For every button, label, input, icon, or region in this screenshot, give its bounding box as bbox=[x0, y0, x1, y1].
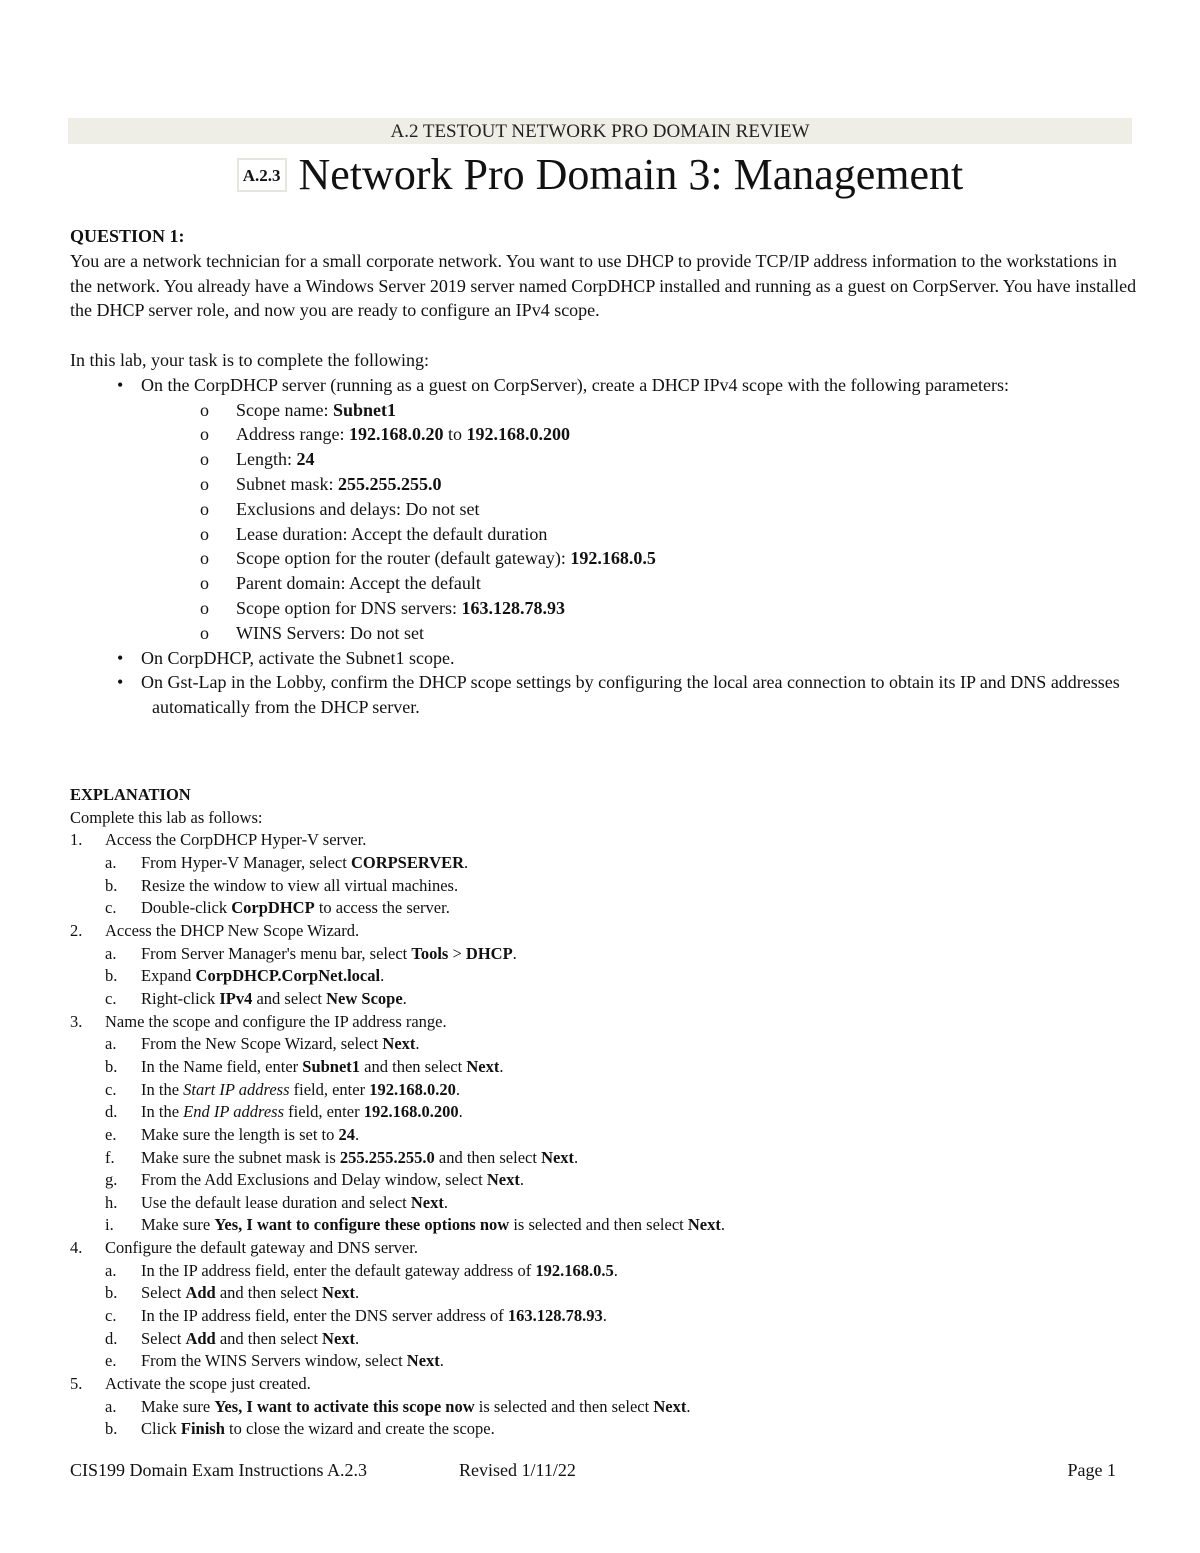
text-run: Scope name: bbox=[236, 399, 333, 420]
text-run: > bbox=[448, 943, 466, 963]
text-run: . bbox=[458, 1102, 463, 1122]
text-run: . bbox=[355, 1124, 360, 1144]
substep-letter: a. bbox=[105, 852, 117, 872]
text-run: . bbox=[512, 943, 517, 963]
footer-page-number: Page 1 bbox=[1067, 1460, 1116, 1480]
substep-letter: a. bbox=[105, 1396, 117, 1416]
text-run: Make sure bbox=[141, 1396, 215, 1416]
step-list bbox=[70, 829, 1140, 1441]
step bbox=[70, 829, 1140, 852]
text-run: Use the default lease duration and select bbox=[141, 1192, 411, 1212]
substep-letter: c. bbox=[105, 898, 117, 918]
text-run: 255.255.255.0 bbox=[339, 1147, 435, 1167]
text-run: . bbox=[455, 1079, 460, 1099]
step-text: Configure the default gateway and DNS server. bbox=[105, 1238, 418, 1258]
text-run: Add bbox=[185, 1328, 216, 1348]
footer-revised: Revised 1/11/22 bbox=[459, 1460, 576, 1480]
text-run: In the IP address field, enter the default gateway address of bbox=[141, 1260, 536, 1280]
substep-letter: c. bbox=[105, 988, 117, 1008]
scope-parameter bbox=[70, 546, 1140, 571]
text-run: field, enter bbox=[289, 1079, 370, 1099]
page-title bbox=[0, 148, 1200, 202]
substep bbox=[70, 1305, 1140, 1328]
text-run: 163.128.78.93 bbox=[507, 1306, 603, 1326]
text-run: Subnet mask: bbox=[236, 473, 338, 494]
text-run: . bbox=[415, 1034, 420, 1054]
task-bullet: • On CorpDHCP, activate the Subnet1 scope. bbox=[70, 646, 1140, 671]
text-run: . bbox=[402, 988, 407, 1008]
substep-letter: b. bbox=[105, 966, 118, 986]
substep bbox=[70, 852, 1140, 875]
text-run: CorpDHCP bbox=[231, 898, 315, 918]
substep bbox=[70, 1214, 1140, 1237]
step-text: Access the DHCP New Scope Wizard. bbox=[105, 920, 360, 940]
text-run: Parent domain: Accept the default bbox=[236, 573, 481, 594]
text-run: 192.168.0.5 bbox=[535, 1260, 614, 1280]
task-list bbox=[70, 373, 1140, 720]
text-run: From Hyper-V Manager, select bbox=[141, 852, 351, 872]
text-run: CorpDHCP.CorpNet.local bbox=[195, 966, 381, 986]
substep bbox=[70, 1147, 1140, 1170]
substep-letter: h. bbox=[105, 1192, 118, 1212]
text-run: In the bbox=[141, 1079, 184, 1099]
text-run: In the Name field, enter bbox=[141, 1056, 303, 1076]
text-run: 192.168.0.5 bbox=[570, 548, 656, 569]
substep-letter: g. bbox=[105, 1170, 118, 1190]
substep bbox=[70, 943, 1140, 966]
substep-letter: c. bbox=[105, 1079, 117, 1099]
text-run: Next bbox=[322, 1283, 356, 1303]
step bbox=[70, 920, 1140, 943]
step-number: 3. bbox=[70, 1011, 83, 1031]
substep bbox=[70, 1079, 1140, 1102]
substep-letter: b. bbox=[105, 1056, 118, 1076]
step-number: 2. bbox=[70, 920, 83, 940]
text-run: End IP address bbox=[183, 1102, 284, 1122]
step-number: 4. bbox=[70, 1238, 83, 1258]
text-run: From the Add Exclusions and Delay window, select bbox=[141, 1170, 487, 1190]
text-run: In the bbox=[141, 1102, 184, 1122]
scope-parameter bbox=[70, 497, 1140, 522]
text-run: to bbox=[443, 424, 467, 445]
substep-letter: i. bbox=[105, 1215, 114, 1235]
substep-letter: a. bbox=[105, 1260, 117, 1280]
substep bbox=[70, 1350, 1140, 1373]
text-run: In the IP address field, enter the DNS server address of bbox=[141, 1306, 508, 1326]
step-text: Access the CorpDHCP Hyper-V server. bbox=[105, 830, 367, 850]
substep bbox=[70, 1033, 1140, 1056]
section-number: A.2.3 bbox=[237, 158, 287, 192]
explanation-intro: Complete this lab as follows: bbox=[70, 807, 263, 827]
text-run: Next bbox=[687, 1215, 721, 1235]
text-run: . bbox=[499, 1056, 504, 1076]
task-bullet: • On the CorpDHCP server (running as a guest on CorpServer), create a DHCP IPv4 scope with the following parameters: bbox=[70, 373, 1140, 398]
text-run: DHCP bbox=[465, 943, 513, 963]
text-run: 24 bbox=[338, 1124, 356, 1144]
text-run: Next bbox=[466, 1056, 500, 1076]
text-run: Next bbox=[541, 1147, 575, 1167]
text-run: Make sure the subnet mask is bbox=[141, 1147, 340, 1167]
substep bbox=[70, 1169, 1140, 1192]
text-run: New Scope bbox=[326, 988, 403, 1008]
text-run: Length: bbox=[236, 449, 297, 470]
substep bbox=[70, 897, 1140, 920]
step-text: Activate the scope just created. bbox=[105, 1374, 311, 1394]
substep bbox=[70, 1260, 1140, 1283]
scope-parameter bbox=[70, 596, 1140, 621]
text-run: Next bbox=[322, 1328, 356, 1348]
step-text: Name the scope and configure the IP address range. bbox=[105, 1011, 447, 1031]
text-run: field, enter bbox=[284, 1102, 364, 1122]
text-run: . bbox=[439, 1351, 444, 1371]
text-run: 192.168.0.200 bbox=[363, 1102, 459, 1122]
explanation-heading: EXPLANATION bbox=[70, 785, 191, 804]
text-run: . bbox=[602, 1306, 607, 1326]
text-run: CORPSERVER bbox=[350, 852, 465, 872]
text-run: Yes, I want to activate this scope now bbox=[214, 1396, 475, 1416]
text-run: From the New Scope Wizard, select bbox=[141, 1034, 383, 1054]
section-header: A.2 TESTOUT NETWORK PRO DOMAIN REVIEW bbox=[68, 118, 1132, 144]
text-run: Next bbox=[382, 1034, 416, 1054]
scope-parameter bbox=[70, 621, 1140, 646]
text-run: Click bbox=[141, 1419, 181, 1439]
text-run: Next bbox=[410, 1192, 444, 1212]
text-run: is selected and then select bbox=[509, 1215, 688, 1235]
substep bbox=[70, 875, 1140, 898]
text-run: Double-click bbox=[141, 898, 232, 918]
substep bbox=[70, 988, 1140, 1011]
substep-letter: d. bbox=[105, 1328, 118, 1348]
text-run: From the WINS Servers window, select bbox=[141, 1351, 407, 1371]
text-run: Next bbox=[406, 1351, 440, 1371]
text-run: to access the server. bbox=[314, 898, 450, 918]
explanation-section bbox=[70, 784, 1140, 1441]
substep-letter: b. bbox=[105, 1283, 118, 1303]
text-run: Scope option for the router (default gateway): bbox=[236, 548, 571, 569]
text-run: 192.168.0.20 bbox=[369, 1079, 456, 1099]
text-run: Select bbox=[141, 1328, 186, 1348]
scope-parameter bbox=[70, 571, 1140, 596]
scope-parameter bbox=[70, 422, 1140, 447]
scope-parameter bbox=[70, 447, 1140, 472]
text-run: is selected and then select bbox=[474, 1396, 654, 1416]
step bbox=[70, 1237, 1140, 1260]
text-run: 24 bbox=[296, 449, 315, 470]
text-run: . bbox=[355, 1283, 360, 1303]
text-run: and then select bbox=[434, 1147, 542, 1167]
text-run: Finish bbox=[180, 1419, 225, 1439]
title-text: Network Pro Domain 3: Management bbox=[298, 150, 964, 199]
substep bbox=[70, 1056, 1140, 1079]
question-section bbox=[70, 224, 1140, 720]
text-run: IPv4 bbox=[219, 988, 253, 1008]
scope-parameter bbox=[70, 472, 1140, 497]
text-run: Scope option for DNS servers: bbox=[236, 597, 462, 618]
text-run: . bbox=[380, 966, 385, 986]
text-run: 255.255.255.0 bbox=[338, 473, 442, 494]
text-run: and select bbox=[252, 988, 327, 1008]
text-run: . bbox=[613, 1260, 618, 1280]
substep-letter: f. bbox=[105, 1147, 115, 1167]
text-run: Start IP address bbox=[183, 1079, 290, 1099]
text-run: Right-click bbox=[141, 988, 220, 1008]
text-run: Next bbox=[486, 1170, 520, 1190]
text-run: Tools bbox=[411, 943, 449, 963]
substep bbox=[70, 1418, 1140, 1441]
scope-parameter bbox=[70, 398, 1140, 423]
step-number: 1. bbox=[70, 830, 83, 850]
substep bbox=[70, 1328, 1140, 1351]
substep bbox=[70, 1101, 1140, 1124]
text-run: . bbox=[720, 1215, 725, 1235]
substep-letter: a. bbox=[105, 1034, 117, 1054]
substep bbox=[70, 1124, 1140, 1147]
text-run: Next bbox=[653, 1396, 687, 1416]
substep-letter: d. bbox=[105, 1102, 118, 1122]
task-bullet: • On Gst-Lap in the Lobby, confirm the DHCP scope settings by configuring the local area connection to obtain its IP and DNS addresses automatically from the DHCP server. bbox=[70, 670, 1140, 720]
footer-doc-name: CIS199 Domain Exam Instructions A.2.3 bbox=[70, 1460, 367, 1480]
text-run: and then select bbox=[215, 1328, 323, 1348]
text-run: Address range: bbox=[236, 424, 349, 445]
text-run: Add bbox=[185, 1283, 216, 1303]
step bbox=[70, 1011, 1140, 1034]
task-intro: In this lab, your task is to complete the following: bbox=[70, 349, 429, 370]
substep bbox=[70, 1396, 1140, 1419]
substep-letter: c. bbox=[105, 1306, 117, 1326]
text-run: 192.168.0.200 bbox=[466, 424, 570, 445]
text-run: Resize the window to view all virtual machines. bbox=[141, 875, 459, 895]
scope-parameter bbox=[70, 522, 1140, 547]
step-number: 5. bbox=[70, 1374, 83, 1394]
substep-letter: b. bbox=[105, 1419, 118, 1439]
substep-letter: e. bbox=[105, 1351, 117, 1371]
text-run: Make sure bbox=[141, 1215, 215, 1235]
substep bbox=[70, 1282, 1140, 1305]
text-run: Exclusions and delays: Do not set bbox=[236, 498, 480, 519]
text-run: Yes, I want to configure these options now bbox=[214, 1215, 510, 1235]
text-run: and then select bbox=[360, 1056, 467, 1076]
text-run: Make sure the length is set to bbox=[141, 1124, 339, 1144]
text-run: and then select bbox=[215, 1283, 323, 1303]
text-run: From Server Manager's menu bar, select bbox=[141, 943, 412, 963]
text-run: Subnet1 bbox=[302, 1056, 361, 1076]
question-intro: You are a network technician for a small corporate network. You want to use DHCP to provide TCP/IP address information to the workstations in the network. You already have a Windows Server 2019 server named CorpDHCP installed and running as a guest on CorpServer. You have installed the DHCP server role, and now you are ready to configure an IPv4 scope. bbox=[70, 250, 1137, 321]
text-run: Subnet1 bbox=[332, 399, 397, 420]
text-run: Lease duration: Accept the default duration bbox=[236, 523, 548, 544]
substep bbox=[70, 965, 1140, 988]
substep-letter: e. bbox=[105, 1124, 117, 1144]
text-run: . bbox=[574, 1147, 579, 1167]
text-run: . bbox=[443, 1192, 448, 1212]
text-run: Select bbox=[141, 1283, 186, 1303]
text-run: . bbox=[686, 1396, 691, 1416]
text-run: 192.168.0.20 bbox=[348, 424, 444, 445]
text-run: 163.128.78.93 bbox=[461, 597, 565, 618]
text-run: . bbox=[519, 1170, 524, 1190]
text-run: . bbox=[355, 1328, 360, 1348]
substep bbox=[70, 1192, 1140, 1215]
text-run: Expand bbox=[141, 966, 196, 986]
text-run: to close the wizard and create the scope. bbox=[224, 1419, 495, 1439]
step bbox=[70, 1373, 1140, 1396]
text-run: . bbox=[464, 852, 469, 872]
question-heading: QUESTION 1: bbox=[70, 226, 185, 246]
substep-letter: b. bbox=[105, 875, 118, 895]
text-run: WINS Servers: Do not set bbox=[236, 622, 424, 643]
substep-letter: a. bbox=[105, 943, 117, 963]
